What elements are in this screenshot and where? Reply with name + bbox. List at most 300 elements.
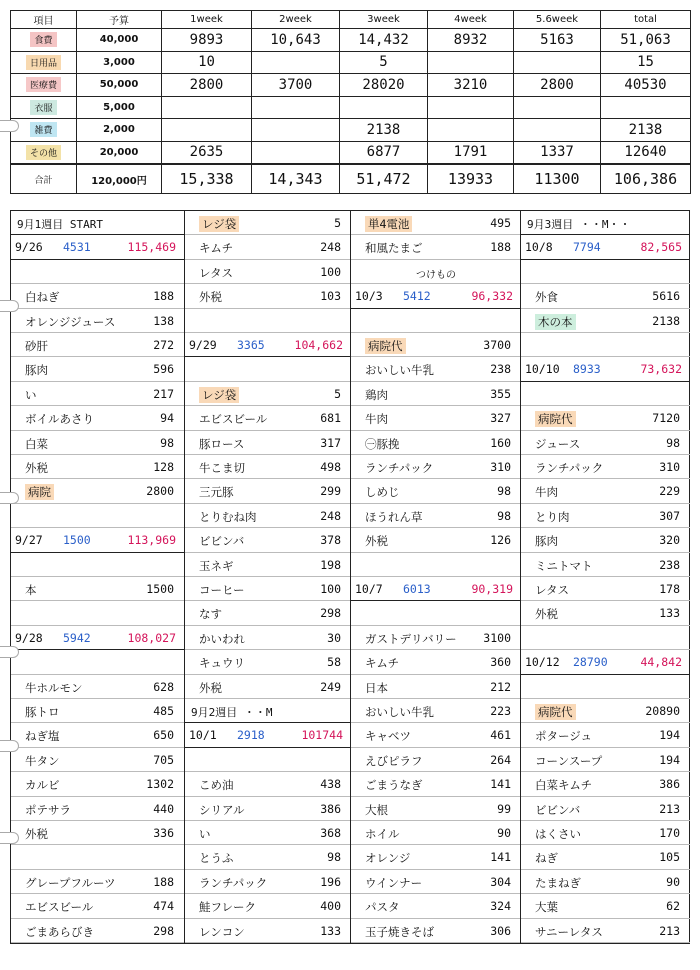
item-amount: 298 — [320, 606, 341, 621]
week-amount-cell: 14,432 — [340, 29, 428, 52]
day-header-row — [521, 357, 690, 381]
item-amount: 400 — [320, 899, 341, 914]
ledger-blank-row — [521, 675, 690, 699]
item-name: キムチ — [365, 656, 400, 671]
item-name: 大根 — [365, 802, 388, 817]
item-amount: 264 — [490, 752, 511, 767]
item-name: 病院代 — [365, 338, 406, 354]
item-name: ねぎ塩 — [25, 729, 60, 744]
ledger-item-row — [521, 845, 690, 869]
item-name: 和風たまご — [365, 241, 423, 256]
week-label: 9月3週目 ・・M・・ — [527, 218, 631, 231]
item-amount: 7120 — [652, 411, 680, 426]
item-name: シリアル — [199, 802, 245, 817]
total-budget: 120,000円 — [77, 164, 162, 194]
item-amount: 99 — [497, 801, 511, 816]
ledger-item-row — [11, 797, 184, 821]
item-name: ビビンバ — [535, 802, 581, 817]
item-amount: 386 — [320, 801, 341, 816]
item-name: とりむね肉 — [199, 509, 257, 524]
week-amount-cell: 6877 — [340, 141, 428, 164]
item-amount: 681 — [320, 411, 341, 426]
week-amount-cell — [514, 96, 601, 119]
item-name: ねぎ — [535, 851, 558, 866]
item-amount: 355 — [490, 386, 511, 401]
ledger-item-row — [11, 455, 184, 479]
category-tag: 雑費 — [30, 122, 56, 137]
item-name: オレンジ — [365, 851, 411, 866]
item-amount: 98 — [160, 435, 174, 450]
item-name: い — [199, 827, 211, 841]
item-amount: 229 — [659, 484, 680, 499]
item-amount: 368 — [320, 826, 341, 840]
ledger-item-row — [185, 772, 351, 796]
ledger-blank-row — [11, 553, 184, 577]
item-amount: 299 — [320, 484, 341, 499]
item-amount: 336 — [153, 826, 174, 840]
ledger-item-row — [521, 601, 690, 625]
week-label: 9月1週目 START — [17, 218, 103, 231]
item-amount: 248 — [320, 240, 341, 255]
ledger-item-row — [185, 455, 351, 479]
ledger-item-row — [11, 919, 184, 943]
ledger-item-row — [521, 553, 690, 577]
ledger-item-row — [185, 553, 351, 577]
item-name: 白ねぎ — [25, 290, 60, 305]
ledger-item-row — [351, 772, 521, 796]
week-amount-cell: 2800 — [162, 74, 252, 97]
header-week56: 5.6week — [514, 11, 601, 29]
ledger-item-row — [351, 357, 521, 381]
ledger-item-row — [351, 650, 521, 674]
ledger-item-row — [351, 894, 521, 918]
category-cell — [11, 74, 77, 97]
week-amount-cell — [252, 96, 340, 119]
item-amount: 100 — [320, 264, 341, 279]
budget-cell: 40,000 — [77, 29, 162, 52]
budget-cell: 3,000 — [77, 51, 162, 74]
header-week2: 2week — [252, 11, 340, 29]
item-amount: 160 — [490, 435, 511, 450]
ledger-item-row — [351, 626, 521, 650]
ledger-item-row — [351, 528, 521, 552]
week-amount-cell — [252, 141, 340, 164]
summary-total-row — [11, 164, 691, 194]
week-amount-cell: 9893 — [162, 29, 252, 52]
day-header-row — [521, 650, 690, 674]
item-amount: 133 — [320, 923, 341, 938]
item-name: 単4電池 — [365, 216, 412, 232]
ledger-item-row — [521, 528, 690, 552]
ledger-blank-row — [185, 357, 351, 381]
ledger-item-row — [185, 577, 351, 601]
item-name: 砂肝 — [25, 339, 48, 353]
ledger-item-row — [521, 870, 690, 894]
week-amount-cell — [162, 96, 252, 119]
item-name: パスタ — [365, 900, 400, 915]
row-total-cell: 2138 — [601, 119, 691, 142]
item-name: 玉ネギ — [199, 558, 234, 573]
running-balance: 73,632 — [640, 362, 682, 377]
ledger-item-row — [11, 357, 184, 381]
week-amount-cell: 5 — [340, 51, 428, 74]
week-header-row — [521, 211, 690, 235]
item-amount: 217 — [153, 386, 174, 401]
item-name: ジュース — [535, 436, 581, 451]
day-header-row — [521, 235, 690, 259]
item-name: なす — [199, 607, 222, 622]
item-amount: 126 — [490, 533, 511, 548]
item-amount: 90 — [497, 826, 511, 840]
item-name: 牛タン — [25, 753, 60, 768]
ledger-blank-row — [11, 504, 184, 528]
item-amount: 360 — [490, 655, 511, 670]
day-spent: 2918 — [237, 728, 265, 743]
item-amount: 485 — [153, 704, 174, 718]
item-amount: 495 — [490, 216, 511, 230]
item-name: ランチパック — [535, 461, 604, 475]
item-name: 豚肉 — [25, 363, 48, 378]
ledger-item-row — [351, 406, 521, 430]
entry-date: 10/1 — [189, 728, 217, 743]
ledger-blank-row — [351, 601, 521, 625]
item-amount: 320 — [659, 533, 680, 548]
item-name: えびピラフ — [365, 753, 423, 768]
item-amount: 5616 — [652, 289, 680, 304]
ledger-item-row — [185, 797, 351, 821]
item-name: キムチ — [199, 241, 234, 256]
binder-hole — [0, 832, 19, 844]
ledger-blank-row — [521, 260, 690, 284]
item-name: コーヒー — [199, 583, 245, 597]
ledger-item-row — [521, 772, 690, 796]
summary-header-row — [11, 11, 691, 29]
ledger-item-row — [521, 821, 690, 845]
ledger-item-row — [185, 894, 351, 918]
item-name: おいしい牛乳 — [365, 705, 434, 719]
item-name: 病院代 — [535, 411, 576, 427]
item-amount: 133 — [659, 606, 680, 621]
ledger-item-row — [351, 211, 521, 235]
header-category: 項目 — [11, 11, 77, 29]
item-name: ランチパック — [199, 875, 268, 890]
item-name: かいわれ — [199, 631, 245, 646]
category-cell — [11, 119, 77, 142]
ledger-item-row — [351, 675, 521, 699]
binder-hole — [0, 120, 19, 132]
item-name: こめ油 — [199, 778, 234, 793]
ledger-item-row — [521, 577, 690, 601]
ledger-item-row — [185, 479, 351, 503]
item-amount: 304 — [490, 874, 511, 889]
item-name: エビスビール — [199, 412, 268, 427]
item-amount: 307 — [659, 508, 680, 523]
ledger-blank-row — [185, 748, 351, 772]
item-name: ごまうなぎ — [365, 778, 423, 793]
category-cell — [11, 96, 77, 119]
item-amount: 223 — [490, 704, 511, 718]
item-amount: 317 — [320, 435, 341, 450]
category-tag: その他 — [26, 145, 61, 160]
ledger-item-row — [185, 919, 351, 943]
item-name: カルビ — [25, 778, 60, 793]
item-name: ホイル — [365, 827, 400, 841]
ledger-blank-row — [521, 626, 690, 650]
ledger-item-row — [185, 650, 351, 674]
ledger-item-row — [521, 748, 690, 772]
ledger-item-row — [351, 382, 521, 406]
entry-date: 9/28 — [15, 630, 43, 645]
item-name: レジ袋 — [199, 387, 239, 403]
ledger-item-row — [11, 821, 184, 845]
week-amount-cell: 3210 — [428, 74, 514, 97]
ledger-item-row — [521, 723, 690, 747]
item-amount: 628 — [153, 679, 174, 694]
summary-row — [11, 141, 691, 164]
ledger-item-row — [521, 309, 690, 333]
day-header-row — [185, 723, 351, 747]
week-amount-cell — [340, 96, 428, 119]
week-header-row — [11, 211, 184, 235]
item-amount: 238 — [659, 557, 680, 572]
ledger-item-row — [351, 748, 521, 772]
item-name: ごまあらびき — [25, 924, 94, 939]
week-amount-cell — [428, 96, 514, 119]
entry-date: 10/10 — [525, 362, 560, 377]
item-name: おいしい牛乳 — [365, 363, 434, 378]
ledger-item-row — [11, 723, 184, 747]
summary-row — [11, 119, 691, 142]
running-balance: 101744 — [301, 728, 343, 743]
running-balance: 113,969 — [127, 533, 176, 548]
item-name: しめじ — [365, 485, 400, 500]
item-name: ガストデリバリー — [365, 631, 457, 646]
ledger-blank-row — [185, 309, 351, 333]
category-cell — [11, 141, 77, 164]
item-amount: 5 — [334, 216, 341, 230]
day-header-row — [11, 626, 184, 650]
item-name: 豚ロース — [199, 436, 245, 451]
item-name: 白菜 — [25, 436, 48, 451]
ledger-item-row — [11, 748, 184, 772]
day-spent: 5942 — [63, 630, 91, 645]
ledger-item-row — [351, 797, 521, 821]
item-name: ポタージュ — [535, 729, 593, 744]
item-amount: 213 — [659, 923, 680, 938]
expense-ledger — [10, 210, 690, 944]
item-name: 日本 — [365, 680, 388, 695]
entry-date: 9/27 — [15, 533, 43, 548]
row-total-cell: 40530 — [601, 74, 691, 97]
budget-cell: 20,000 — [77, 141, 162, 164]
ledger-item-row — [11, 675, 184, 699]
ledger-item-row — [185, 284, 351, 308]
ledger-item-row — [521, 431, 690, 455]
binder-hole — [0, 740, 19, 752]
category-cell — [11, 51, 77, 74]
ledger-column-1 — [11, 211, 184, 943]
week-amount-cell: 8932 — [428, 29, 514, 52]
total-label: 合計 — [11, 164, 77, 194]
item-amount: 705 — [153, 752, 174, 767]
item-name: グレープフルーツ — [25, 875, 116, 890]
item-name: 三元豚 — [199, 485, 234, 500]
ledger-item-row — [11, 382, 184, 406]
ledger-item-row — [185, 382, 351, 406]
item-amount: 2138 — [652, 313, 680, 328]
category-tag: 衣服 — [30, 100, 56, 115]
week-amount-cell: 2138 — [340, 119, 428, 142]
item-amount: 438 — [320, 777, 341, 792]
item-name: 豚トロ — [25, 705, 60, 719]
item-name: 鮭フレーク — [199, 900, 257, 915]
item-amount: 128 — [153, 460, 174, 474]
week-label: 9月2週目 ・・M — [191, 706, 273, 719]
ledger-item-row — [185, 675, 351, 699]
item-amount: 461 — [490, 728, 511, 743]
item-name: 外税 — [25, 461, 48, 475]
day-spent: 3365 — [237, 338, 265, 352]
item-name: 外税 — [199, 680, 222, 695]
ledger-item-row — [11, 772, 184, 796]
week-amount-cell: 1791 — [428, 141, 514, 164]
total-week2: 14,343 — [252, 164, 340, 194]
item-amount: 324 — [490, 899, 511, 914]
item-amount: 440 — [153, 801, 174, 816]
item-name: レタス — [199, 265, 234, 280]
item-amount: 310 — [490, 460, 511, 474]
entry-date: 10/8 — [525, 240, 553, 255]
ledger-item-row — [351, 504, 521, 528]
item-name: レタス — [535, 583, 570, 597]
item-amount: 100 — [320, 582, 341, 596]
item-name: とうふ — [199, 851, 234, 866]
ledger-item-row — [521, 919, 690, 943]
ledger-item-row — [351, 431, 521, 455]
item-amount: 62 — [666, 899, 680, 914]
ledger-item-row — [185, 870, 351, 894]
ledger-item-row — [351, 333, 521, 357]
ledger-item-row — [521, 894, 690, 918]
item-amount: 141 — [490, 777, 511, 792]
row-total-cell: 51,063 — [601, 29, 691, 52]
item-amount: 103 — [320, 289, 341, 304]
item-name: 牛ホルモン — [25, 680, 83, 695]
week-amount-cell: 2800 — [514, 74, 601, 97]
item-amount: 170 — [659, 826, 680, 840]
ledger-item-row — [351, 919, 521, 943]
ledger-item-row — [185, 260, 351, 284]
ledger-item-row — [351, 821, 521, 845]
ledger-item-row — [185, 821, 351, 845]
budget-cell: 50,000 — [77, 74, 162, 97]
running-balance: 104,662 — [294, 338, 343, 352]
item-name: 牛肉 — [365, 412, 388, 427]
item-amount: 249 — [320, 679, 341, 694]
ledger-item-row — [351, 479, 521, 503]
day-header-row — [11, 235, 184, 259]
entry-date: 10/3 — [355, 289, 383, 304]
item-amount: 248 — [320, 508, 341, 523]
category-tag: 日用品 — [26, 55, 61, 70]
note-row — [351, 260, 521, 284]
week-amount-cell: 3700 — [252, 74, 340, 97]
week-header-row — [185, 699, 351, 723]
total-grand: 106,386 — [601, 164, 691, 194]
ledger-item-row — [351, 235, 521, 259]
item-name: 外税 — [535, 607, 558, 622]
item-amount: 298 — [153, 923, 174, 938]
total-week4: 13933 — [428, 164, 514, 194]
item-amount: 94 — [160, 411, 174, 426]
item-name: ビビンバ — [199, 534, 245, 549]
day-spent: 28790 — [573, 655, 608, 670]
ledger-item-row — [521, 504, 690, 528]
binder-hole — [0, 492, 19, 504]
item-amount: 1500 — [146, 582, 174, 596]
item-amount: 213 — [659, 801, 680, 816]
item-name: コーンスープ — [535, 753, 603, 768]
week-amount-cell: 10 — [162, 51, 252, 74]
binder-hole — [0, 646, 19, 658]
day-spent: 4531 — [63, 240, 91, 255]
item-name: とり肉 — [535, 509, 570, 524]
week-amount-cell — [252, 119, 340, 142]
item-amount: 386 — [659, 777, 680, 792]
day-spent: 5412 — [403, 289, 431, 304]
ledger-item-row — [11, 894, 184, 918]
running-balance: 108,027 — [127, 630, 176, 645]
running-balance: 82,565 — [640, 240, 682, 255]
ledger-item-row — [351, 699, 521, 723]
week-amount-cell — [428, 51, 514, 74]
ledger-item-row — [185, 601, 351, 625]
item-amount: 98 — [497, 508, 511, 523]
item-amount: 58 — [327, 655, 341, 670]
item-amount: 141 — [490, 850, 511, 865]
item-amount: 650 — [153, 728, 174, 743]
ledger-item-row — [351, 845, 521, 869]
item-name: い — [25, 387, 37, 402]
item-name: 玉子焼きそば — [365, 924, 434, 939]
ledger-item-row — [521, 699, 690, 723]
week-amount-cell — [514, 119, 601, 142]
ledger-item-row — [185, 431, 351, 455]
item-amount: 105 — [659, 850, 680, 865]
week-amount-cell: 2635 — [162, 141, 252, 164]
item-name: サニーレタス — [535, 924, 603, 939]
summary-row — [11, 51, 691, 74]
week-amount-cell: 5163 — [514, 29, 601, 52]
item-amount: 20890 — [645, 704, 680, 718]
running-balance: 90,319 — [471, 582, 513, 596]
ledger-item-row — [521, 284, 690, 308]
header-week1: 1week — [162, 11, 252, 29]
item-name: ミニトマト — [535, 558, 593, 573]
day-header-row — [351, 284, 521, 308]
item-amount: 327 — [490, 411, 511, 426]
total-week56: 11300 — [514, 164, 601, 194]
ledger-item-row — [521, 406, 690, 430]
item-amount: 3100 — [483, 630, 511, 645]
ledger-blank-row — [351, 309, 521, 333]
item-amount: 98 — [666, 435, 680, 450]
item-name: 木の本 — [535, 314, 576, 330]
budget-cell: 2,000 — [77, 119, 162, 142]
item-amount: 30 — [327, 630, 341, 645]
item-amount: 90 — [666, 874, 680, 889]
ledger-blank-row — [11, 650, 184, 674]
